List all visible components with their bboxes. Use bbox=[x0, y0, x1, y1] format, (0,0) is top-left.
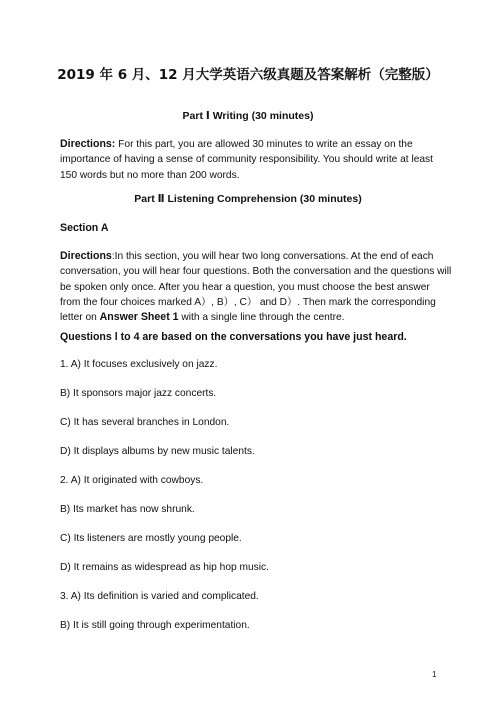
answer-option: B) It is still going through experimentation. bbox=[60, 620, 250, 631]
answer-option: B) Its market has now shrunk. bbox=[60, 504, 195, 515]
answer-option: B) It sponsors major jazz concerts. bbox=[60, 388, 217, 399]
answer-option: D) It remains as widespread as hip hop music. bbox=[60, 562, 269, 573]
directions-label: Directions: bbox=[60, 138, 116, 150]
section-a-heading: Section A bbox=[60, 222, 109, 234]
answer-sheet-label: Answer Sheet 1 bbox=[99, 311, 179, 324]
part-two-heading: Part Ⅱ Listening Comprehension (30 minutes) bbox=[134, 193, 362, 205]
writing-directions-text: For this part, you are allowed 30 minutes to write an essay on the importance of having a sense of community responsibility. You should write at least 150 words but no more than 200 words. bbox=[60, 139, 433, 181]
answer-option: 1. A) It focuses exclusively on jazz. bbox=[60, 359, 218, 370]
answer-option: C) Its listeners are mostly young people. bbox=[60, 533, 242, 544]
answer-option: C) It has several branches in London. bbox=[60, 417, 230, 428]
answer-option: 3. A) Its definition is varied and complicated. bbox=[60, 591, 259, 602]
listening-directions-tail: with a single line through the centre. bbox=[178, 312, 345, 324]
listening-directions bbox=[60, 249, 452, 325]
questions-heading: Questions l to 4 are based on the conversations you have just heard. bbox=[60, 331, 407, 343]
part-one-heading: Part Ⅰ Writing (30 minutes) bbox=[182, 110, 314, 122]
page-number: 1 bbox=[432, 670, 437, 679]
writing-directions bbox=[60, 137, 452, 183]
answer-option: D) It displays albums by new music talents. bbox=[60, 446, 255, 457]
document-title: 2019 年 6 月、12 月大学英语六级真题及答案解析（完整版） bbox=[57, 67, 439, 83]
listening-directions-text: :In this section, you will hear two long conversations. At the end of each conversation, you will hear four questions. Both the conversation and the questions will be spoken only once. After you hear a question, you must choose the best answer from the four choices marked A）, B）, C） and D）. Then mark the corresponding letter on bbox=[60, 251, 452, 324]
directions-label-2: Directions bbox=[60, 250, 112, 262]
answer-option: 2. A) It originated with cowboys. bbox=[60, 475, 204, 486]
